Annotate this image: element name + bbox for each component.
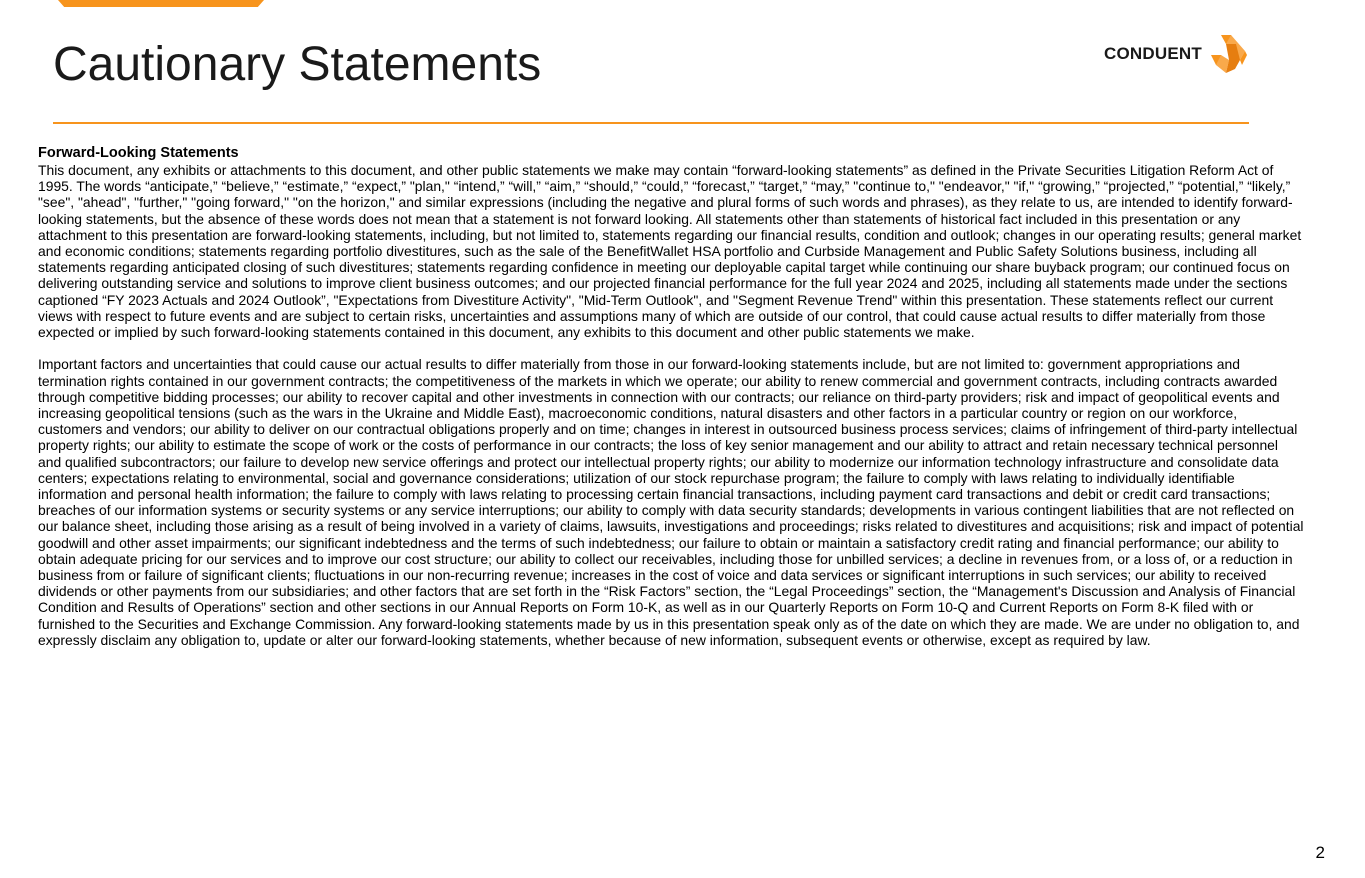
page-title: Cautionary Statements [53,38,542,91]
conduent-logo [1104,33,1247,75]
forward-looking-statements-section [38,144,1304,648]
section-heading: Forward-Looking Statements [38,145,239,161]
paragraph-forward-looking-definition: This document, any exhibits or attachments to this document, and other public statements we make may contain “forward-looking statements” as defined in the Private Securities Litigation Reform Act of 1995. The words “anticipate,” “believe,” “estimate,” “expect,” "plan," “intend,” “will,” “aim,” “should,” “could,” “forecast,” “target,” “may,” "continue to," "endeavor," "if," “growing,” “projected,” “potential,” “likely,” "see", "ahead", "further," "going forward," "on the horizon," and similar expressions (including the negative and plural forms of such words and phrases), as they relate to us, are intended to identify forward-looking statements, but the absence of these words does not mean that a statement is not forward looking. All statements other than statements of historical fact included in this presentation or any attachment to this presentation are forward-looking statements, including, but not limited to, statements regarding our financial results, condition and outlook; changes in our operating results; general market and economic conditions; statements regarding portfolio divestitures, such as the sale of the BenefitWallet HSA portfolio and Curbside Management and Public Safety Solutions business, including all statements regarding anticipated closing of such divestitures; statements regarding confidence in meeting our deployable capital target while continuing our share buyback program; our continued focus on delivering outstanding service and solutions to improve client business outcomes; and our projected financial performance for the full year 2024 and 2025, including all statements made under the sections captioned “FY 2023 Actuals and 2024 Outlook”, "Expectations from Divestiture Activity", "Mid-Term Outlook", and "Segment Revenue Trend" within this presentation. These statements reflect our current views with respect to future events and are subject to certain risks, uncertainties and assumptions many of which are outside of our control, that could cause actual results to differ materially from those expected or implied by such forward-looking statements contained in this document, any exhibits to this document and other public statements we make. [38,162,1302,341]
paragraph-important-factors: Important factors and uncertainties that could cause our actual results to differ materially from those in our forward-looking statements include, but are not limited to: government appropriations and termination rights contained in our government contracts; the competitiveness of the markets in which we operate; our ability to renew commercial and government contracts, including contracts awarded through competitive bidding processes; our ability to recover capital and other investments in connection with our contracts; our reliance on third-party providers; risk and impact of geopolitical events and increasing geopolitical tensions (such as the wars in the Ukraine and Middle East), macroeconomic conditions, natural disasters and other factors in a particular country or region on our workforce, customers and vendors; our ability to deliver on our contractual obligations properly and on time; changes in interest in outsourced business process services; claims of infringement of third-party intellectual property rights; our ability to estimate the scope of work or the costs of performance in our contracts; the loss of key senior management and our ability to attract and retain necessary technical personnel and qualified subcontractors; our failure to develop new service offerings and protect our intellectual property rights; our ability to modernize our information technology infrastructure and consolidate data centers; expectations relating to environmental, social and governance considerations; utilization of our stock repurchase program; the failure to comply with laws relating to individually identifiable information and personal health information; the failure to comply with laws relating to processing certain financial transactions, including payment card transactions and debit or credit card transactions; breaches of our information systems or security systems or any service interruptions; our ability to comply with data security standards; developments in various contingent liabilities that are not reflected on our balance sheet, including those arising as a result of being involved in a variety of claims, lawsuits, investigations and proceedings; risks related to divestitures and acquisitions; risk and impact of potential goodwill and other asset impairments; our significant indebtedness and the terms of such indebtedness; our failure to obtain or maintain a satisfactory credit rating and financial performance; our ability to obtain adequate pricing for our services and to improve our cost structure; our ability to collect our receivables, including those for unbilled services; a decline in revenues from, or a loss of, or a reduction in business from or failure of significant clients; fluctuations in our non-recurring revenue; increases in the cost of voice and data services or significant interruptions in such services; our ability to received dividends or other payments from our subsidiaries; and other factors that are set forth in the “Risk Factors” section, the “Legal Proceedings” section, the “Management's Discussion and Analysis of Financial Condition and Results of Operations” section and other sections in our Annual Reports on Form 10-K, as well as in our Quarterly Reports on Form 10-Q and Current Reports on Form 8-K filed with or furnished to the Securities and Exchange Commission. Any forward-looking statements made by us in this presentation speak only as of the date on which they are made. We are under no obligation to, and expressly disclaim any obligation to, update or alter our forward-looking statements, whether because of new information, subsequent events or otherwise, except as required by law. [38,356,1304,648]
top-accent-bar [58,0,264,7]
page-number: 2 [1315,843,1325,862]
logo-text: CONDUENT [1104,44,1202,63]
conduent-logo-mark-icon [1209,33,1247,75]
header-divider [53,122,1249,124]
